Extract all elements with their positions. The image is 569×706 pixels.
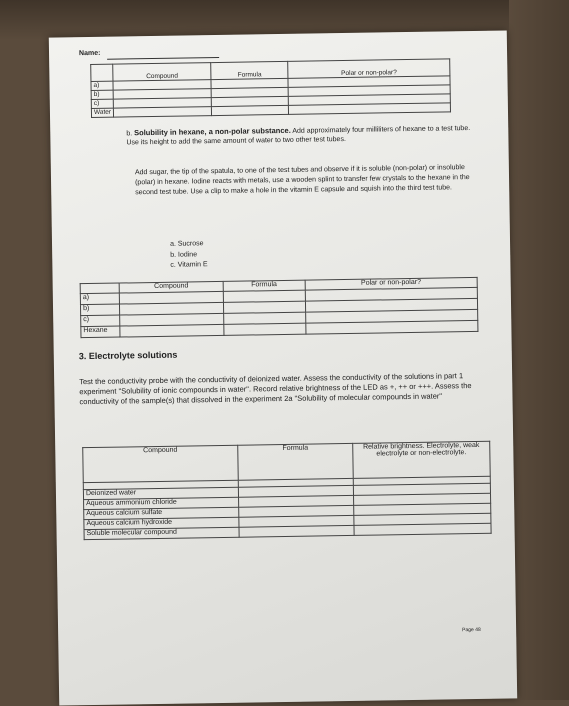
table2-corner: [80, 283, 119, 294]
row-label: Soluble molecular compound: [84, 527, 239, 539]
table2-header-compound: Compound: [119, 281, 223, 293]
table1-header-formula: Formula: [211, 61, 288, 79]
table-cell[interactable]: [305, 320, 478, 334]
table-cell[interactable]: [114, 107, 212, 118]
table-cell[interactable]: [239, 525, 354, 537]
table3-header-brightness: Relative brightness. Electrolyte, weak electrolyte or non-electrolyte.: [353, 441, 491, 478]
section-3-title: 3. Electrolyte solutions: [78, 349, 178, 362]
table-cell[interactable]: [289, 103, 451, 115]
row-label: Aqueous ammonium chloride: [84, 497, 239, 509]
polarity-table-1: [90, 58, 451, 118]
polarity-table-2: [80, 277, 479, 338]
row-label: b): [91, 90, 113, 99]
sample-list: [170, 239, 208, 271]
table1-corner: [91, 64, 113, 81]
table2-header-formula: Formula: [223, 280, 305, 291]
name-label: Name:: [78, 49, 101, 58]
row-label: a): [80, 293, 119, 305]
row-label: Deionized water: [83, 487, 238, 499]
table3-header-formula: Formula: [238, 443, 354, 480]
worksheet-page: [49, 30, 517, 705]
list-item: c. Vitamin E: [170, 261, 208, 269]
conductivity-table: [82, 441, 491, 540]
table3-header-compound: Compound: [83, 445, 239, 482]
section-b-label: b.: [126, 130, 133, 138]
row-label: b): [80, 304, 119, 316]
row-label: a): [91, 81, 113, 90]
table-cell[interactable]: [120, 324, 224, 337]
section-b-instructions: Add sugar, the tip of the spatula, to one of the test tubes and observe if it is soluble (non-polar) or insoluble (polar) in hexane. Iodine reacts with metals, use a wooden splint to transfer few crystals to the hexane in the second test tube. Use a clip to make a hole in the vitamin E capsule and squish into the third test tube.: [134, 164, 470, 197]
table1-header-compound: Compound: [113, 63, 211, 82]
row-label: Aqueous calcium sulfate: [84, 507, 239, 519]
table-cell[interactable]: [212, 105, 289, 115]
page-number: Page 48: [462, 626, 481, 634]
table1-header-polarity: Polar or non-polar?: [288, 59, 450, 79]
name-line: [107, 57, 219, 60]
table-cell[interactable]: [224, 323, 306, 335]
section-b: [126, 123, 476, 147]
row-label: Water: [91, 108, 113, 117]
row-label: c): [81, 315, 120, 327]
section-b-text: Add approximately four milliliters of hexane to a test tube. Use its height to add the same amount of water to two other test tubes.: [126, 125, 471, 147]
row-label: Hexane: [81, 326, 120, 338]
list-item: b. Iodine: [170, 250, 198, 259]
background-right: [509, 0, 569, 700]
table2-header-polarity: Polar or non-polar?: [305, 277, 478, 290]
section-b-title: Solubility in hexane, a non-polar substance.: [134, 125, 291, 138]
list-item: a. Sucrose: [169, 240, 204, 248]
row-label: Aqueous calcium hydroxide: [84, 517, 239, 529]
section-3-text: Test the conductivity probe with the conductivity of deionized water. Assess the conductivity of the solutions in part 1 experiment "Solubility of ionic compounds in water". Record relative brightness of the LED as +, ++ or +++. Assess the conductivity of the sample(s) that dissolved in the experiment 2a "Solubility of molecular compounds in water": [79, 371, 472, 407]
row-label: c): [91, 99, 113, 108]
table-cell[interactable]: [354, 523, 491, 535]
